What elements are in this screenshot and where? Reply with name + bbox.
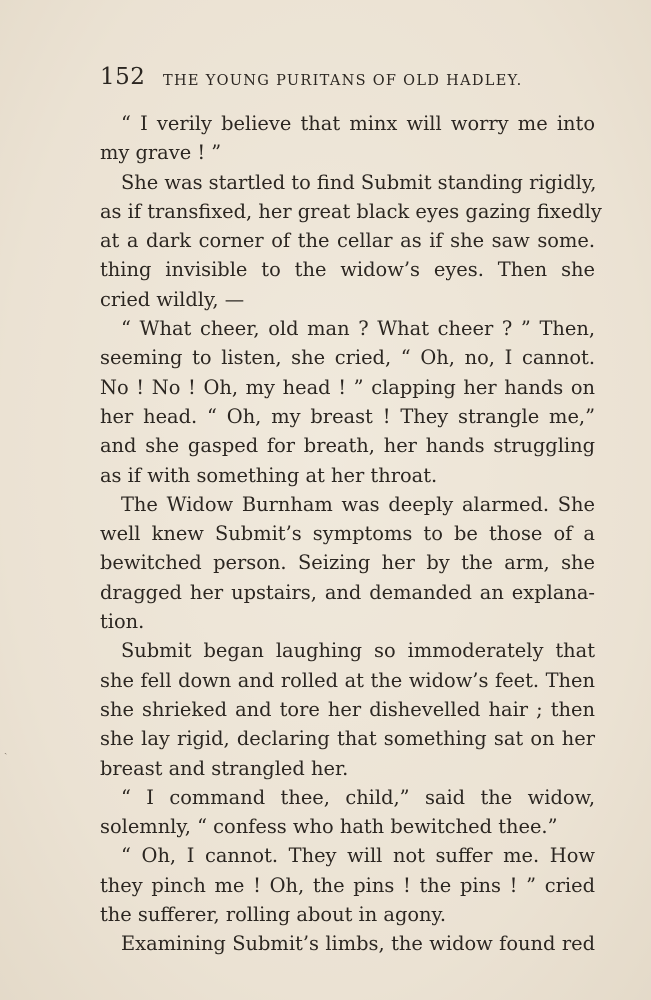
text-line: She was startled to find Submit standing rigidly, bbox=[121, 170, 597, 194]
text-line: she shrieked and tore her dishevelled hair ; then bbox=[100, 697, 595, 721]
text-line: breast and strangled her. bbox=[100, 756, 349, 780]
text-line: the sufferer, rolling about in agony. bbox=[100, 903, 447, 927]
text-line: tion. bbox=[100, 610, 145, 634]
running-head: THE YOUNG PURITANS OF OLD HADLEY. bbox=[163, 73, 523, 89]
text-line: cried wildly, — bbox=[100, 287, 245, 311]
page-number: 152 bbox=[100, 64, 146, 90]
text-line: No ! No ! Oh, my head ! ” clapping her hands on bbox=[100, 375, 595, 399]
text-line: my grave ! ” bbox=[100, 141, 222, 165]
text-line: at a dark corner of the cellar as if she saw some. bbox=[100, 229, 595, 253]
text-line: bewitched person. Seizing her by the arm, she bbox=[100, 551, 595, 575]
text-line: Examining Submit’s limbs, the widow found red bbox=[121, 932, 595, 956]
text-line: and she gasped for breath, her hands struggling bbox=[100, 434, 595, 458]
text-line: solemnly, “ confess who hath bewitched thee.” bbox=[100, 815, 558, 839]
text-line: The Widow Burnham was deeply alarmed. She bbox=[121, 492, 595, 516]
text-line: “ I command thee, child,” said the widow, bbox=[121, 785, 595, 809]
text-line: “ What cheer, old man ? What cheer ? ” Then, bbox=[121, 317, 595, 341]
text-line: well knew Submit’s symptoms to be those of a bbox=[100, 522, 595, 546]
text-line: seeming to listen, she cried, “ Oh, no, I cannot. bbox=[100, 346, 595, 370]
page-header bbox=[100, 64, 595, 100]
text-line: they pinch me ! Oh, the pins ! the pins ! ” cried bbox=[100, 873, 595, 897]
text-line: Submit began laughing so immoderately that bbox=[121, 639, 595, 663]
margin-mark: ˏ bbox=[4, 744, 8, 755]
text-line: her head. “ Oh, my breast ! They strangle me,” bbox=[100, 404, 595, 428]
text-line: thing invisible to the widow’s eyes. Then she bbox=[100, 258, 595, 282]
text-line: she fell down and rolled at the widow’s feet. Then bbox=[100, 668, 595, 692]
text-line: dragged her upstairs, and demanded an explana- bbox=[100, 580, 595, 604]
text-line: “ Oh, I cannot. They will not suffer me. How bbox=[121, 844, 595, 868]
text-line: as if transfixed, her great black eyes gazing fixedly bbox=[100, 199, 602, 223]
text-line: “ I verily believe that minx will worry me into bbox=[121, 112, 595, 135]
text-line: she lay rigid, declaring that something sat on her bbox=[100, 727, 595, 751]
text-line: as if with something at her throat. bbox=[100, 463, 438, 487]
body-text bbox=[100, 109, 602, 959]
